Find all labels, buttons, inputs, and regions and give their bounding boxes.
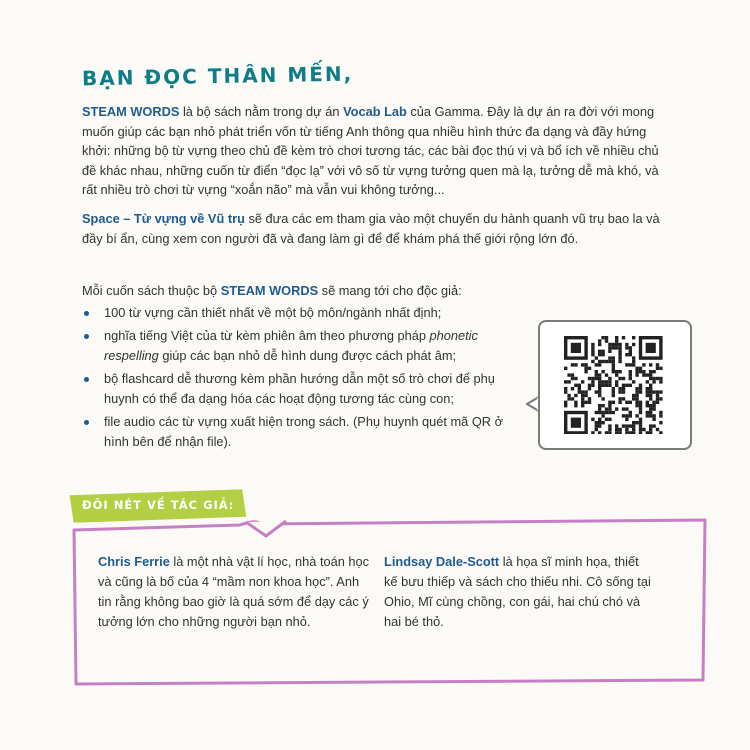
steam-words-label: STEAM WORDS [82,104,180,119]
series-text-b: sẽ mang tới cho độc giả: [318,283,462,298]
list-item: 100 từ vựng cần thiết nhất về một bộ môn/ngành nhất định; [82,303,522,323]
author-bio-text: là họa sĩ minh họa, thiết kế bưu thiếp và sách cho thiếu nhi. Cô sống tại Ohio, Mĩ cùng chồng, con gái, hai chú chó và hai bé thỏ. [384,554,651,629]
series-text-a: Mỗi cuốn sách thuộc bộ [82,283,221,298]
bullet-text-b: giúp các bạn nhỏ dễ hình dung được cách phát âm; [158,348,457,363]
author-section-label: ĐÔI NÉT VỀ TÁC GIẢ: [82,498,235,512]
greeting-heading: BẠN ĐỌC THÂN MẾN, [81,61,354,91]
intro-text-a: là bộ sách nằm trong dự án [179,104,344,119]
vocab-lab-label: Vocab Lab [343,104,407,119]
space-title: Space – Từ vựng về Vũ trụ [82,211,245,226]
space-text: sẽ đưa các em tham gia vào một chuyến du hành quanh vũ trụ bao la và đầy bí ẩn, cùng xem con người đã và đang làm gì để để khám phá thế giới rộng lớn đó. [82,211,660,246]
list-item: bộ flashcard dễ thương kèm phần hướng dẫn một số trò chơi để phụ huynh có thể đa dạng hóa các hoạt động tương tác cùng con; [82,369,522,409]
author-bio-text: là một nhà vật lí học, nhà toán học và cũng là bố của 4 “mầm non khoa học”. Anh tin rằng không bao giờ là quá sớm để dạy các ý tưởng lớn cho những người bạn nhỏ. [98,554,370,629]
list-item: file audio các từ vựng xuất hiện trong sách. (Phụ huynh quét mã QR ở hình bên để nhận file). [82,412,522,452]
author-bio-lindsay [384,552,652,632]
phonetic-respelling-term: phonetic respelling [104,328,478,363]
series-steam-words: STEAM WORDS [220,283,319,298]
author-name: Chris Ferrie [98,554,170,569]
intro-text-b: của Gamma. Đây là dự án ra đời với mong muốn giúp các bạn nhỏ phát triển vốn từ tiếng Anh thông qua nhiều hình thức đa dạng và đầy hứng khởi: những bộ từ vựng theo chủ đề kèm trò chơi tương tác, các bài đọc thú vị và bổ ích về nhiều chủ đề khác nhau, những cuốn từ điển “đọc lạ” với vô số từ vựng tưởng quen mà lạ, tưởng dễ mà khó, và rất nhiều trò chơi từ vựng “xoắn não” mà vẫn vui không tưởng... [82,104,659,197]
author-name: Lindsay Dale-Scott [384,554,500,569]
bullet-text-a: nghĩa tiếng Việt của từ kèm phiên âm theo phương pháp [104,328,430,343]
author-bio-chris [98,552,370,632]
